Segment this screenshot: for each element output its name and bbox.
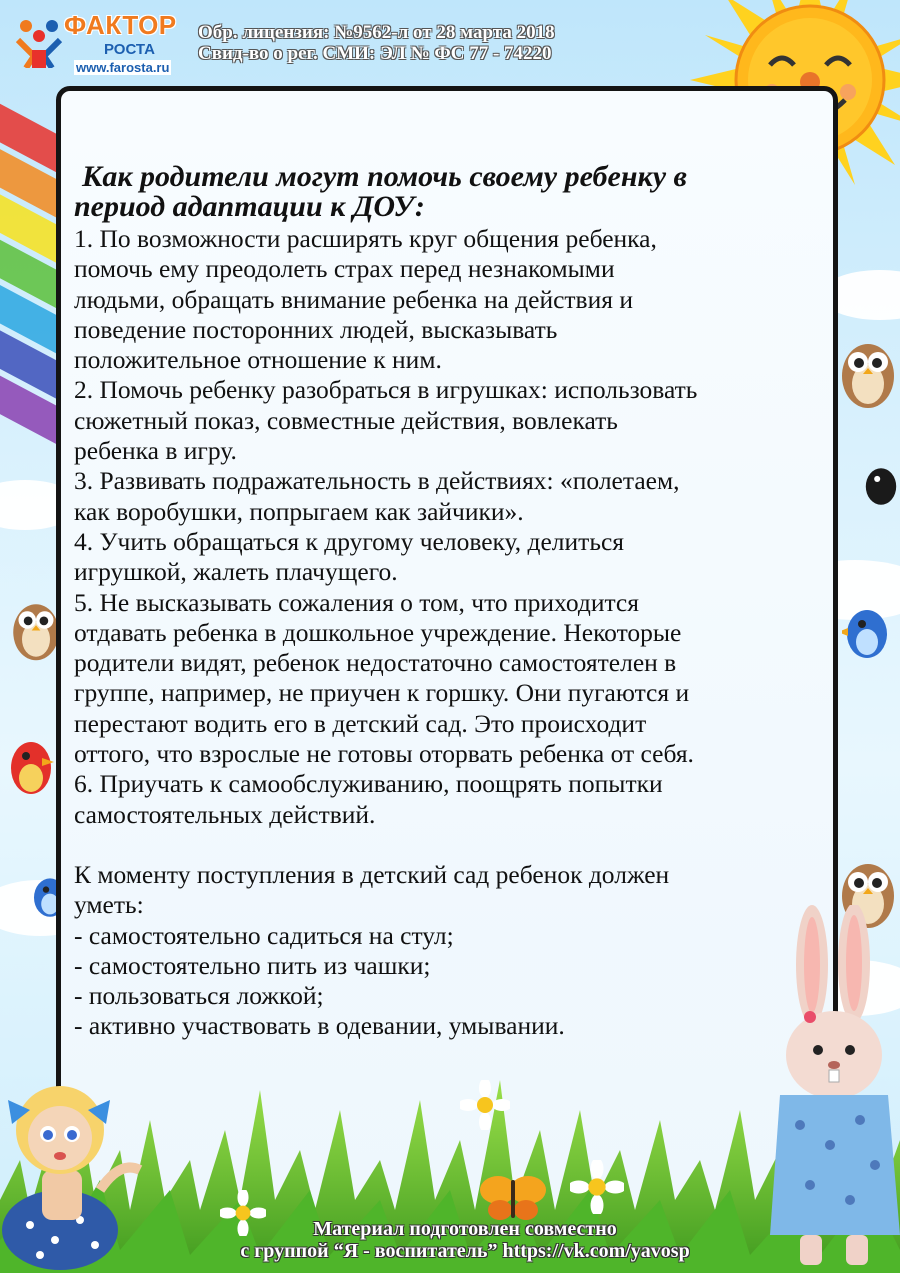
text-line: - самостоятельно пить из чашки; [74,950,431,980]
paragraph-gap [74,830,834,860]
text-line: положительное отношение к ним. [74,345,442,375]
daisy-icon [570,1160,624,1214]
bird-icon [862,460,900,510]
text-line: ребенка в игру. [74,436,237,466]
text-line: родители видят, ребенок недостаточно самостоятелен в [74,648,677,678]
footer-credit [180,1218,750,1262]
bunny-icon [750,905,900,1273]
text-line: отдавать ребенка в дошкольное учреждение. Некоторые [74,617,682,647]
text-line: как воробушки, попрыгаем как зайчики». [74,496,524,526]
text-line: 2. Помочь ребенку разобраться в игрушках: использовать [74,375,698,405]
owl-icon [836,330,900,410]
logo-title: ФАКТОР [64,10,177,40]
text-line: К моменту поступления в детский сад ребенок должен [74,859,670,889]
text-line: - самостоятельно садиться на стул; [74,920,454,950]
text-line: 6. Приучать к самообслуживанию, поощрять попытки [74,769,663,799]
memo-title-line: Как родители могут помочь своему ребенку в [82,160,687,193]
text-line: перестают водить его в детский сад. Это происходит [74,708,647,738]
bird-icon [6,730,56,800]
text-line: игрушкой, жалеть плачущего. [74,557,398,587]
text-line: 1. По возможности расширять круг общения ребенка, [74,224,657,253]
bird-icon [842,600,892,664]
footer-line: с группой “Я - воспитатель” https://vk.com/yavosp [240,1240,690,1262]
text-line: 4. Учить обращаться к другому человеку, делиться [74,526,624,556]
logo-people-icon [16,16,62,68]
registration-line: Свид-во о рег. СМИ: ЭЛ № ФС 77 - 74220 [198,43,552,64]
text-line: оттого, что взрослые не готовы оторвать ребенка от себя. [74,739,694,769]
text-line: 3. Развивать подражательность в действиях: «полетаем, [74,466,680,496]
license-info [198,22,555,64]
license-line: Обр. лицензия: №9562-л от 28 марта 2018 [198,22,555,43]
logo[interactable] [12,8,187,78]
text-line: поведение посторонних людей, высказывать [74,314,558,344]
doll-girl-icon [0,1060,150,1273]
text-line: самостоятельных действий. [74,799,376,829]
text-line: - пользоваться ложкой; [74,981,324,1011]
text-line: 5. Не высказывать сожаления о том, что приходится [74,587,639,617]
butterfly-icon [478,1172,548,1222]
footer-line: Материал подготовлен совместно [313,1218,617,1240]
daisy-icon [460,1080,510,1130]
memo-title-line: период адаптации к ДОУ: [74,190,425,223]
recommendations-list [74,224,834,830]
text-line: группе, например, не приучен к горшку. Они пугаются и [74,678,690,708]
logo-url-link[interactable]: www.farosta.ru [76,60,170,75]
logo-subtitle: РОСТА [104,41,155,58]
skills-list [74,860,834,1042]
text-line: людьми, обращать внимание ребенка на действия и [74,284,633,314]
text-line: сюжетный показ, совместные действия, вовлекать [74,405,618,435]
text-line: - активно участвовать в одевании, умывании. [74,1011,565,1041]
memo-content [74,162,834,1042]
text-line: помочь ему преодолеть страх перед незнакомыми [74,254,615,284]
memo-title [74,160,834,223]
text-line: уметь: [74,890,144,920]
